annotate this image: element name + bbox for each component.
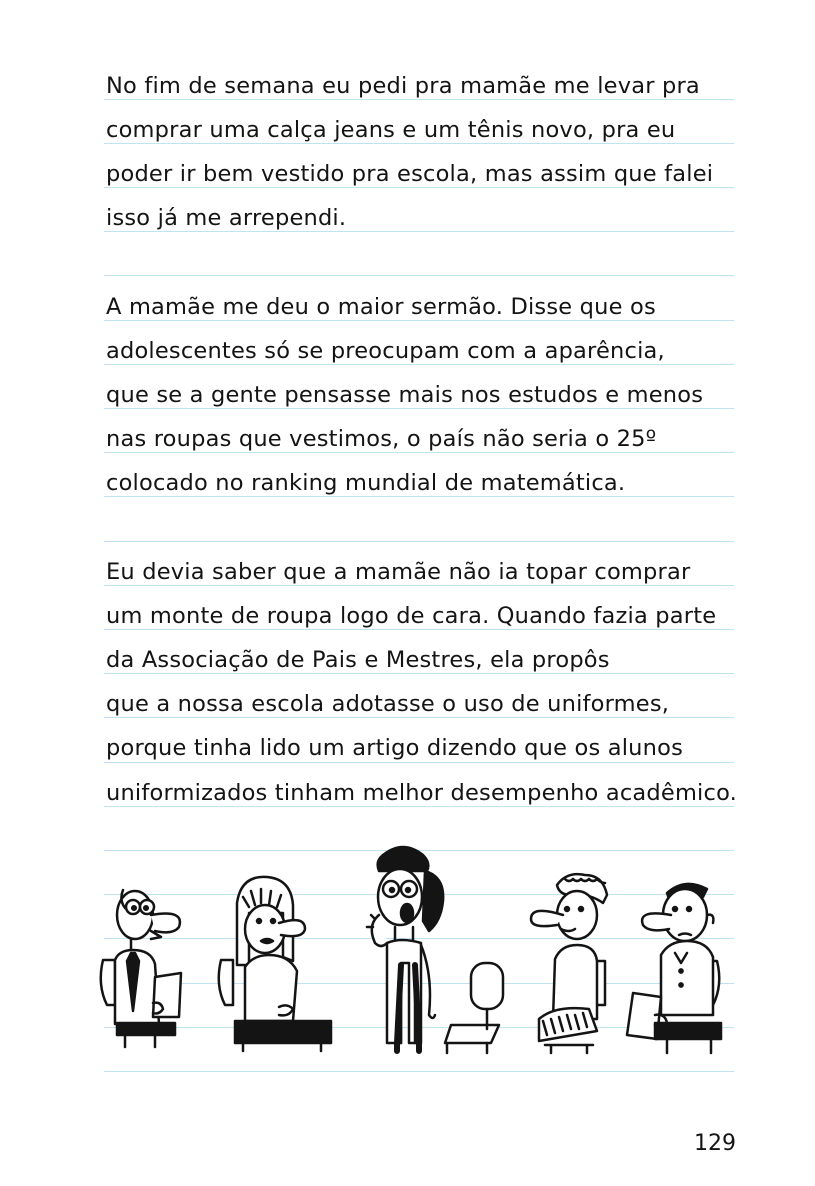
text-line: que se a gente pensasse mais nos estudos e menos bbox=[106, 382, 704, 408]
text-line: adolescentes só se preocupam com a aparência, bbox=[106, 338, 665, 364]
ruled-line bbox=[104, 1071, 734, 1072]
seated-curly-haired-person bbox=[531, 874, 607, 1053]
text-line: No fim de semana eu pedi pra mamãe me levar pra bbox=[106, 73, 700, 99]
standing-woman-speaking bbox=[367, 847, 443, 1051]
text-line: da Associação de Pais e Mestres, ela propôs bbox=[106, 647, 610, 673]
ruled-line bbox=[104, 275, 734, 276]
page-number: 129 bbox=[694, 1131, 736, 1156]
ruled-line bbox=[104, 541, 734, 542]
text-line: Eu devia saber que a mamãe não ia topar comprar bbox=[106, 559, 691, 585]
text-line: isso já me arrependi. bbox=[106, 205, 347, 231]
text-line: porque tinha lido um artigo dizendo que os alunos bbox=[106, 735, 683, 761]
text-line: A mamãe me deu o maior sermão. Disse que os bbox=[106, 294, 656, 320]
text-line: comprar uma calça jeans e um tênis novo, pra eu bbox=[106, 117, 676, 143]
seated-man-with-clipboard bbox=[627, 884, 721, 1053]
text-line: uniformizados tinham melhor desempenho acadêmico. bbox=[106, 780, 737, 806]
text-line: um monte de roupa logo de cara. Quando fazia parte bbox=[106, 603, 717, 629]
text-line: que a nossa escola adotasse o uso de uniformes, bbox=[106, 691, 670, 717]
seated-woman bbox=[219, 877, 331, 1051]
text-line: poder ir bem vestido pra escola, mas assim que falei bbox=[106, 161, 714, 187]
text-line: colocado no ranking mundial de matemática. bbox=[106, 470, 626, 496]
text-line: nas roupas que vestimos, o país não seria o 25º bbox=[106, 426, 657, 452]
meeting-illustration bbox=[95, 835, 745, 1065]
seated-man-with-tie bbox=[101, 890, 181, 1047]
empty-chair bbox=[445, 963, 503, 1053]
